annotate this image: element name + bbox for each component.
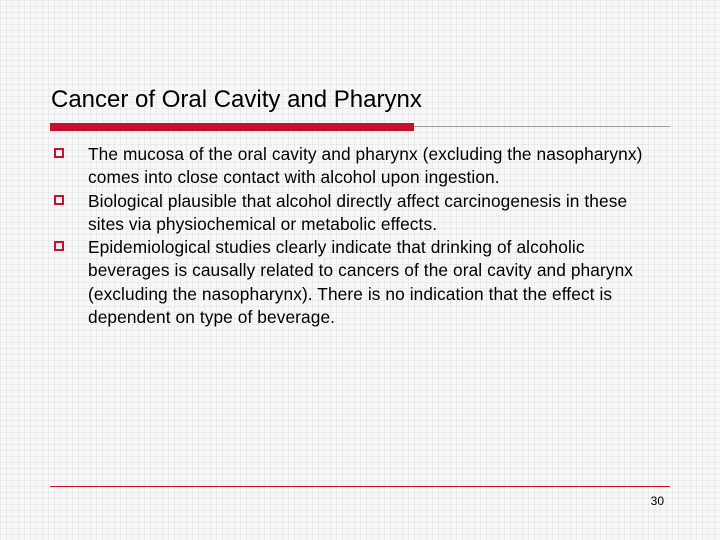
hollow-square-icon [54, 148, 64, 158]
title-accent-bar [50, 123, 414, 131]
bullet-list [54, 143, 674, 329]
bullet-text: The mucosa of the oral cavity and pharynx (excluding the nasopharynx) comes into close contact with alcohol upon ingestion. [88, 144, 643, 188]
slide-title: Cancer of Oral Cavity and Pharynx [51, 86, 422, 113]
page-number: 30 [650, 494, 664, 508]
footer-divider [50, 486, 670, 487]
bullet-text: Epidemiological studies clearly indicate that drinking of alcoholic beverages is causally related to cancers of the oral cavity and pharynx (excluding the nasopharynx). There is no indication that the effect is dependent on type of beverage. [88, 237, 634, 328]
bullet-item [54, 236, 668, 329]
hollow-square-icon [54, 195, 64, 205]
bullet-text: Biological plausible that alcohol directly affect carcinogenesis in these sites via physiochemical or metabolic effects. [88, 190, 628, 234]
bullet-item [54, 143, 668, 190]
bullet-item [54, 190, 668, 237]
hollow-square-icon [54, 241, 64, 251]
